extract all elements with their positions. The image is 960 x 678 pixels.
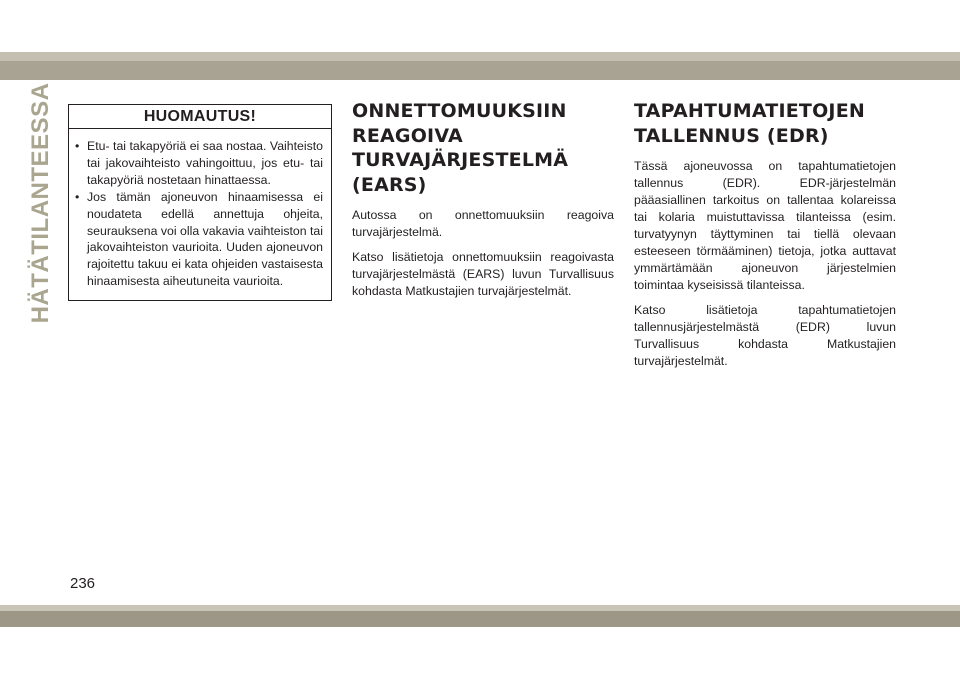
- notice-item: • Etu- tai takapyöriä ei saa nostaa. Vaihteisto tai jakovaihteisto vahingoittuu, jos etu- tai takapyöriä nostetaan hinattaessa.: [75, 138, 323, 189]
- page-number: 236: [70, 575, 96, 592]
- notice-title: HUOMAUTUS!: [69, 105, 331, 129]
- chapter-tab: [26, 82, 56, 324]
- header-band: [0, 61, 960, 80]
- paragraph: Katso lisätietoja onnettomuuksiin reagoivasta turvajärjestelmästä (EARS) luvun Turvallisuus kohdasta Matkustajien turvajärjestelmät.: [352, 250, 614, 298]
- notice-item: • Jos tämän ajoneuvon hinaamisessa ei noudateta edellä annettuja ohjeita, seurauksena voi olla vakavia vaihteiston tai jakovaihteiston vaurioita. Uuden ajoneuvon rajoitettu takuu ei kata ohjeiden vastaisesta hinaamisesta aiheutuneita vaurioita.: [75, 189, 323, 290]
- section-edr: [634, 99, 896, 378]
- header-band-light: [0, 52, 960, 61]
- section-heading: TAPAHTUMATIETOJEN TALLENNUS (EDR): [634, 100, 865, 147]
- chapter-tab-label: HÄTÄTILANTEESSA: [27, 82, 54, 324]
- footer-band: [0, 611, 960, 627]
- paragraph: Tässä ajoneuvossa on tapahtumatietojen tallennus (EDR). EDR-järjestelmän pääasiallinen tarkoitus on tallentaa kolareissa tai kolaria muistuttavissa tilanteissa (esim. turvatyynyn täyttyminen tai tiellä olevaan esteeseen törmääminen) tietoja, jotka auttavat ymmärtämään ajoneuvon järjestelmien toimintaa kyseisissä tilanteissa.: [634, 159, 896, 292]
- section-heading: ONNETTOMUUKSIIN REAGOIVA TURVAJÄRJESTELMÄ (EARS): [352, 100, 569, 196]
- notice-list: [69, 129, 331, 300]
- section-ears: [352, 99, 614, 308]
- paragraph: Autossa on onnettomuuksiin reagoiva turvajärjestelmä.: [352, 208, 614, 239]
- notice-box: [68, 104, 332, 301]
- paragraph: Katso lisätietoja tapahtumatietojen tallennusjärjestelmästä (EDR) luvun Turvallisuus kohdasta Matkustajien turvajärjestelmät.: [634, 303, 896, 368]
